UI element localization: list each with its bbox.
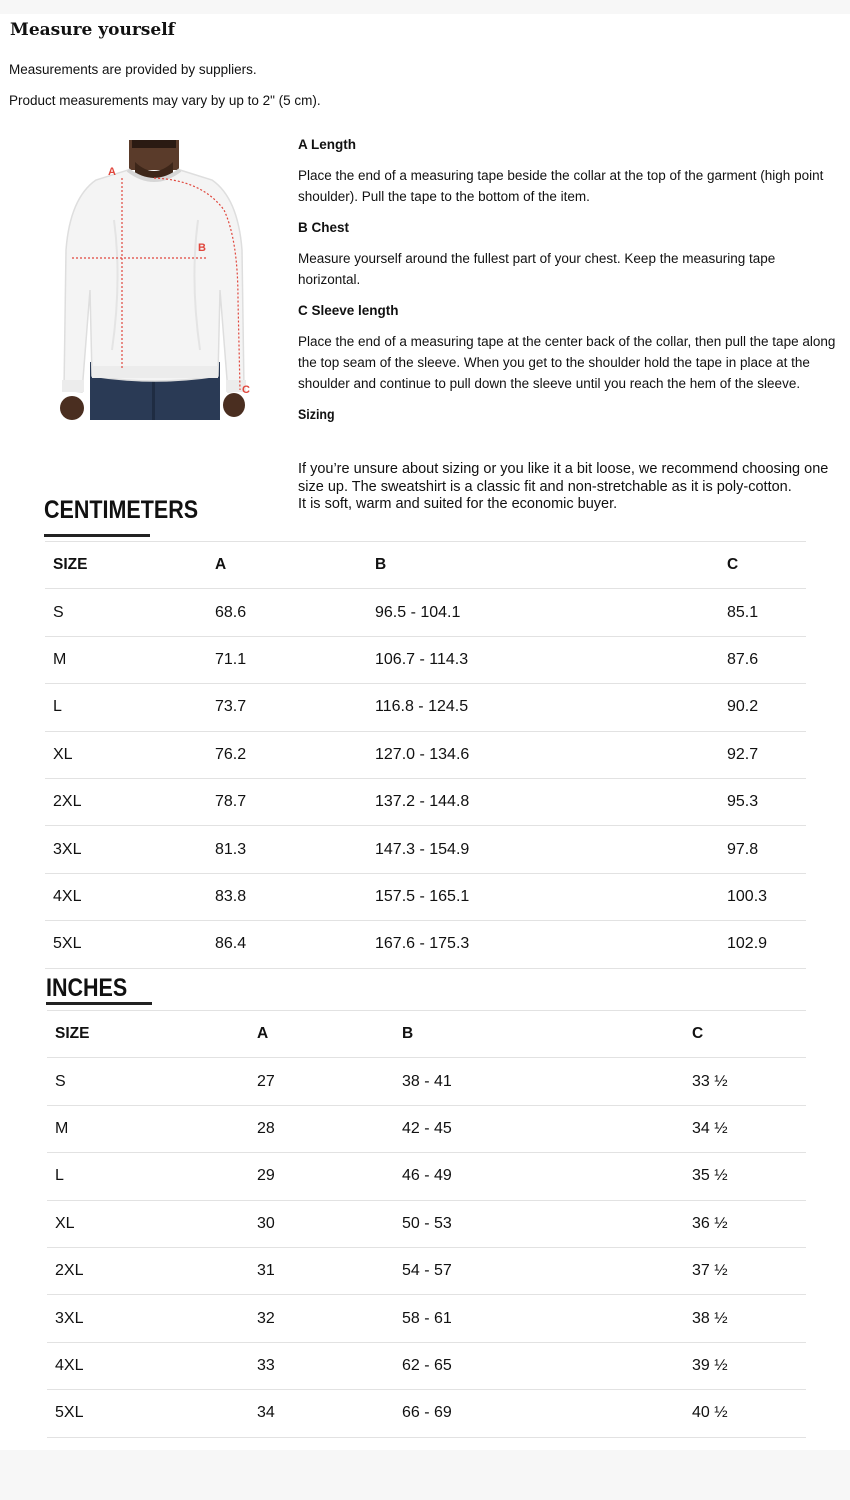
- instruction-text-b-chest: Measure yourself around the fullest part of your chest. Keep the measuring tape horizontal.: [298, 251, 776, 287]
- page-title: Measure yourself: [10, 20, 175, 40]
- cell-b: 38 - 41: [394, 1058, 684, 1105]
- cell-a: 83.8: [207, 873, 367, 920]
- table-row: [45, 778, 806, 825]
- cell-a: 68.6: [207, 589, 367, 636]
- label-a: A: [108, 166, 116, 178]
- cell-c: 100.3: [719, 873, 806, 920]
- cell-c: 37 ½: [684, 1247, 806, 1294]
- label-c: C: [242, 384, 250, 396]
- cell-c: 95.3: [719, 778, 806, 825]
- cell-size: 4XL: [45, 873, 207, 920]
- cell-b: 116.8 - 124.5: [367, 684, 719, 731]
- cell-a: 30: [249, 1200, 394, 1247]
- cell-b: 137.2 - 144.8: [367, 778, 719, 825]
- cell-size: 2XL: [47, 1247, 249, 1294]
- cell-c: 36 ½: [684, 1200, 806, 1247]
- cell-b: 66 - 69: [394, 1390, 684, 1437]
- sizing-heading: Sizing: [298, 407, 335, 422]
- table-row: [47, 1295, 806, 1342]
- cell-b: 46 - 49: [394, 1153, 684, 1200]
- cell-c: 90.2: [719, 684, 806, 731]
- cell-size: 2XL: [45, 778, 207, 825]
- cell-b: 106.7 - 114.3: [367, 636, 719, 683]
- instruction-heading-c-sleeve: C Sleeve length: [298, 303, 399, 318]
- cell-a: 78.7: [207, 778, 367, 825]
- cell-b: 42 - 45: [394, 1105, 684, 1152]
- sizing-text: [298, 461, 838, 514]
- table-header-row: [47, 1011, 806, 1058]
- cell-a: 81.3: [207, 826, 367, 873]
- cell-c: 87.6: [719, 636, 806, 683]
- cell-size: 5XL: [47, 1390, 249, 1437]
- table-row: [47, 1200, 806, 1247]
- column-header-c: C: [684, 1011, 806, 1058]
- cell-size: S: [45, 589, 207, 636]
- cell-b: 62 - 65: [394, 1342, 684, 1389]
- cell-a: 34: [249, 1390, 394, 1437]
- cell-size: 4XL: [47, 1342, 249, 1389]
- cell-a: 33: [249, 1342, 394, 1389]
- instruction-text-c-sleeve: Place the end of a measuring tape at the center back of the collar, then pull the tape along the top seam of the sleeve. When you get to the shoulder hold the tape in place at the shoulder and continue to pull down the sleeve until you reach the hem of the sleeve.: [298, 334, 836, 391]
- inches-title: INCHES: [46, 974, 128, 1002]
- cell-c: 92.7: [719, 731, 806, 778]
- cell-size: XL: [45, 731, 207, 778]
- cell-size: M: [45, 636, 207, 683]
- cell-a: 71.1: [207, 636, 367, 683]
- column-header-size: SIZE: [45, 542, 207, 589]
- table-row: [45, 589, 806, 636]
- size-guide-page: [0, 14, 850, 1450]
- table-row: [45, 731, 806, 778]
- sweatshirt-measurement-photo: [52, 140, 252, 420]
- cell-b: 127.0 - 134.6: [367, 731, 719, 778]
- cell-size: XL: [47, 1200, 249, 1247]
- label-b: B: [198, 242, 206, 254]
- table-row: [47, 1105, 806, 1152]
- cell-size: 5XL: [45, 921, 207, 968]
- cell-b: 157.5 - 165.1: [367, 873, 719, 920]
- inches-table: [47, 1010, 806, 1438]
- column-header-b: B: [394, 1011, 684, 1058]
- table-header-row: [45, 542, 806, 589]
- table-row: [47, 1390, 806, 1437]
- instruction-heading-a-length: A Length: [298, 137, 356, 152]
- column-header-a: A: [249, 1011, 394, 1058]
- table-row: [45, 684, 806, 731]
- cell-c: 34 ½: [684, 1105, 806, 1152]
- centimeters-title: CENTIMETERS: [44, 496, 199, 524]
- instruction-text-a-length: Place the end of a measuring tape beside the collar at the top of the garment (high point shoulder). Pull the tape to the bottom of the item.: [298, 168, 824, 204]
- measurement-instructions: [298, 134, 838, 425]
- cell-c: 38 ½: [684, 1295, 806, 1342]
- cell-a: 76.2: [207, 731, 367, 778]
- cell-c: 102.9: [719, 921, 806, 968]
- table-row: [45, 921, 806, 968]
- column-header-c: C: [719, 542, 806, 589]
- cell-a: 28: [249, 1105, 394, 1152]
- inches-underline: [46, 1002, 152, 1005]
- cell-size: 3XL: [45, 826, 207, 873]
- cell-size: L: [47, 1153, 249, 1200]
- cell-a: 32: [249, 1295, 394, 1342]
- centimeters-table: [45, 541, 806, 969]
- cell-c: 39 ½: [684, 1342, 806, 1389]
- cell-b: 96.5 - 104.1: [367, 589, 719, 636]
- cell-a: 86.4: [207, 921, 367, 968]
- cell-b: 54 - 57: [394, 1247, 684, 1294]
- table-row: [45, 826, 806, 873]
- cell-c: 97.8: [719, 826, 806, 873]
- cell-b: 50 - 53: [394, 1200, 684, 1247]
- column-header-b: B: [367, 542, 719, 589]
- variance-note: Product measurements may vary by up to 2" (5 cm).: [9, 93, 321, 108]
- cell-c: 33 ½: [684, 1058, 806, 1105]
- cell-size: L: [45, 684, 207, 731]
- cell-b: 147.3 - 154.9: [367, 826, 719, 873]
- cell-size: S: [47, 1058, 249, 1105]
- cell-a: 29: [249, 1153, 394, 1200]
- table-row: [47, 1247, 806, 1294]
- cell-a: 31: [249, 1247, 394, 1294]
- table-row: [47, 1058, 806, 1105]
- cell-c: 35 ½: [684, 1153, 806, 1200]
- sizing-text-line1: If you’re unsure about sizing or you like it a bit loose, we recommend choosing one size up. The sweatshirt is a classic fit and non-stretchable as it is poly-cotton.: [298, 461, 829, 495]
- column-header-a: A: [207, 542, 367, 589]
- suppliers-note: Measurements are provided by suppliers.: [9, 62, 257, 77]
- sizing-text-line2: It is soft, warm and suited for the economic buyer.: [298, 496, 618, 512]
- column-header-size: SIZE: [47, 1011, 249, 1058]
- cell-a: 27: [249, 1058, 394, 1105]
- table-row: [47, 1153, 806, 1200]
- cell-size: 3XL: [47, 1295, 249, 1342]
- cell-c: 40 ½: [684, 1390, 806, 1437]
- cell-b: 58 - 61: [394, 1295, 684, 1342]
- cell-a: 73.7: [207, 684, 367, 731]
- table-row: [45, 636, 806, 683]
- centimeters-underline: [44, 534, 150, 537]
- table-row: [47, 1342, 806, 1389]
- cell-c: 85.1: [719, 589, 806, 636]
- cell-b: 167.6 - 175.3: [367, 921, 719, 968]
- cell-size: M: [47, 1105, 249, 1152]
- table-row: [45, 873, 806, 920]
- instruction-heading-b-chest: B Chest: [298, 220, 350, 235]
